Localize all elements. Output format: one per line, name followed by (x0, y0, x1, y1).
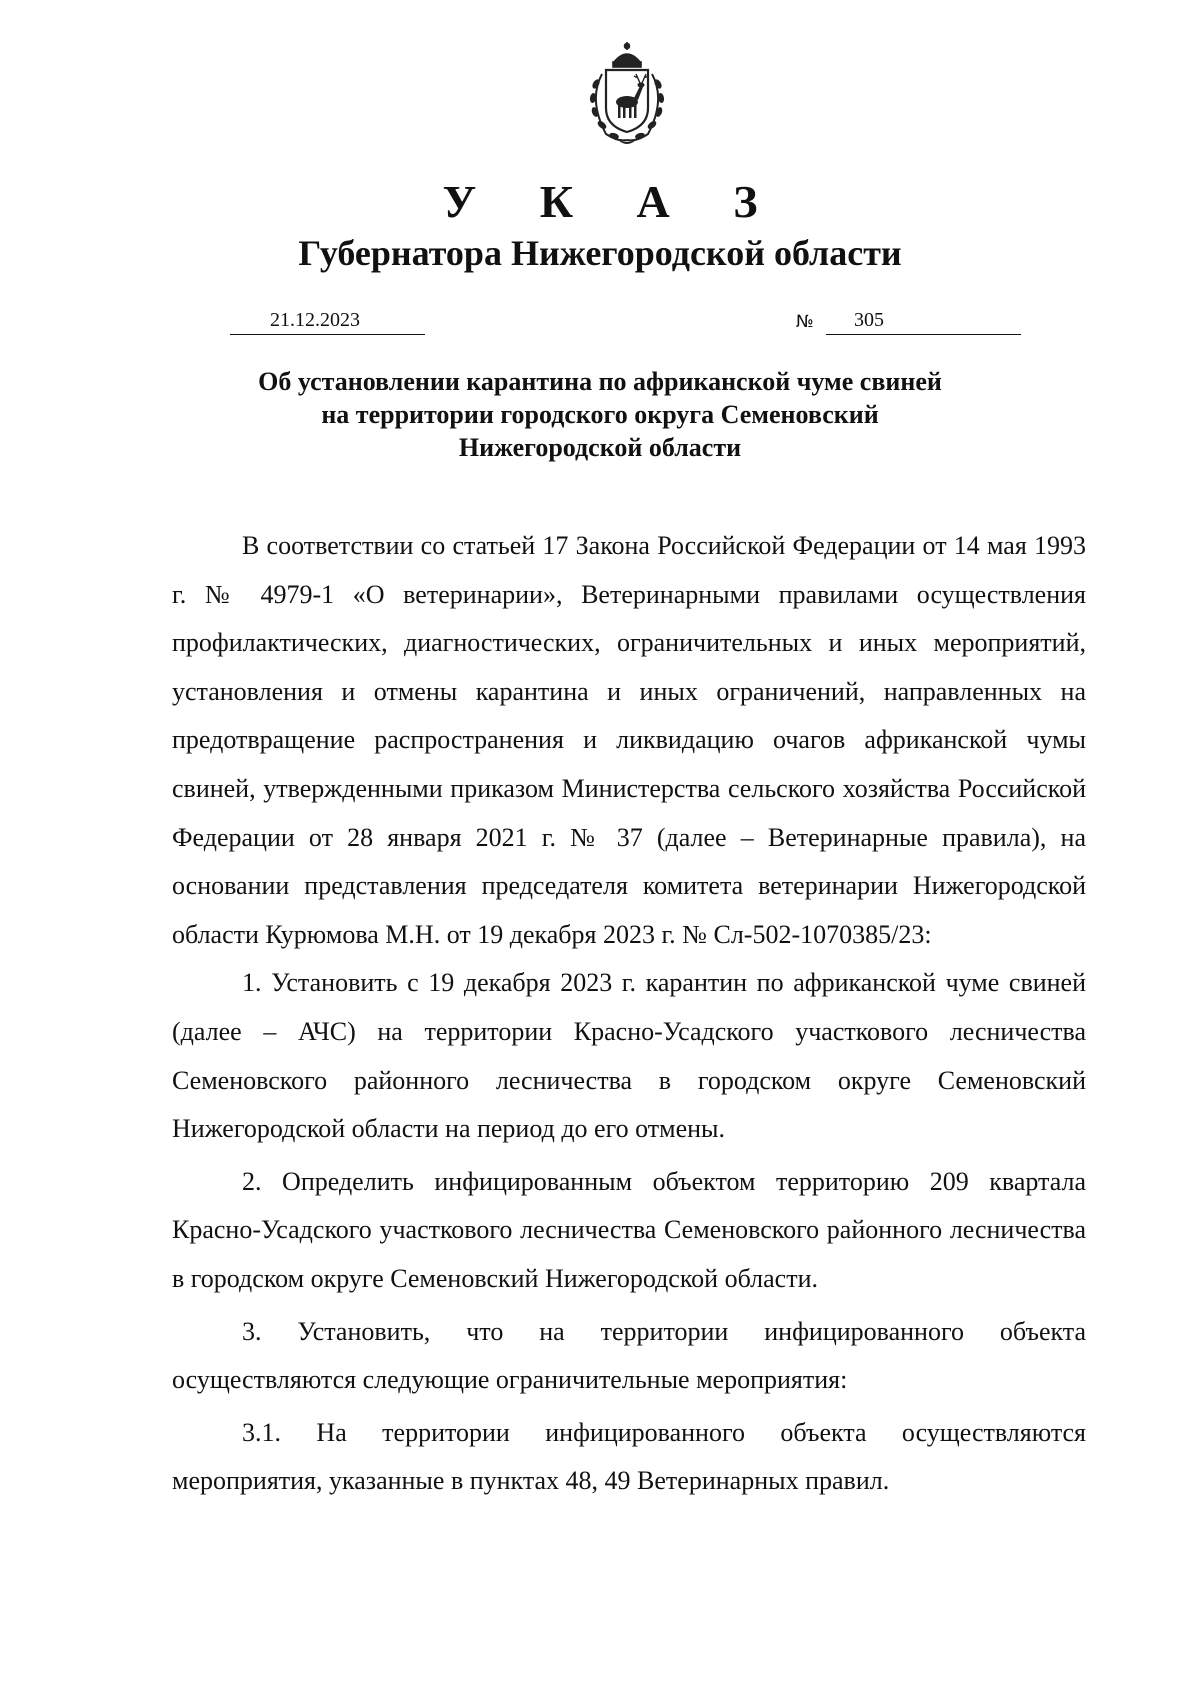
coat-of-arms-icon (568, 40, 686, 148)
issuer-title: Губернатора Нижегородской области (298, 233, 902, 273)
preamble-paragraph: В соответствии со статьей 17 Закона Российской Федерации от 14 мая 1993 г. № 4979-1 «О ветеринарии», Ветеринарными правилами осуществления профилактических, диагностических, ограничительных и иных мероприятий, установления и отмены карантина и иных ограничений, направленных на предотвращение распространения и ликвидацию очагов африканской чумы свиней, утвержденными приказом Министерства сельского хозяйства Российской Федерации от 28 января 2021 г. № 37 (далее – Ветеринарные правила), на основании представления председателя комитета ветеринарии Нижегородской области Курюмова М.Н. от 19 декабря 2023 г. № Сл-502-1070385/23: (172, 531, 1086, 949)
subject-line: на территории городского округа Семеновский (321, 400, 879, 429)
date-value: 21.12.2023 (270, 309, 360, 331)
document-type-title: У К А З (442, 176, 784, 227)
number-value: 305 (854, 309, 884, 331)
number-sign: № (796, 312, 814, 332)
clause-1: 1. Установить с 19 декабря 2023 г. карантин по африканской чуме свиней (далее – АЧС) на территории Красно-Усадского участкового лесничества Семеновского районного лесничества в городском округе Семеновский Нижегородской области на период до его отмены. (172, 968, 1086, 1144)
clause-3-1: 3.1. На территории инфицированного объекта осуществляются мероприятия, указанные в пунктах 48, 49 Ветеринарных правил. (172, 1417, 1086, 1496)
subject-line: Об установлении карантина по африканской чуме свиней (258, 367, 942, 396)
date-field (230, 308, 425, 335)
clause-2: 2. Определить инфицированным объектом территорию 209 квартала Красно-Усадского участкового лесничества Семеновского районного лесничества в городском округе Семеновский Нижегородской области. (172, 1166, 1086, 1293)
number-field (826, 308, 1021, 335)
document-body (172, 522, 1086, 1506)
subject-line: Нижегородской области (458, 433, 742, 462)
clause-3: 3. Установить, что на территории инфицированного объекта осуществляются следующие ограничительные мероприятия: (172, 1316, 1086, 1395)
subject-heading (160, 365, 1040, 464)
